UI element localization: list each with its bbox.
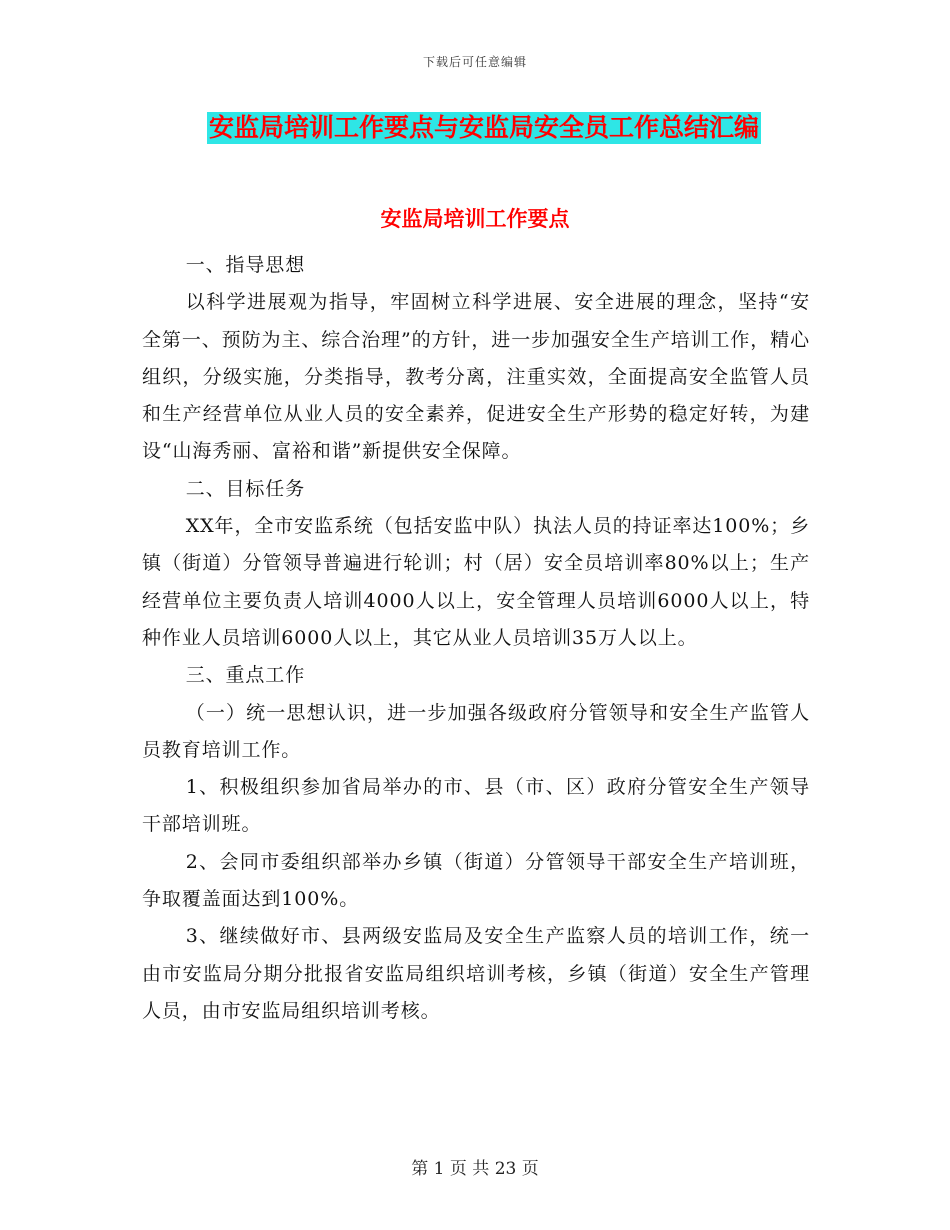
paragraph-item-1: 1、积极组织参加省局举办的市、县（市、区）政府分管安全生产领导干部培训班。 [142,776,810,836]
heading-guiding-ideology: 一、指导思想 [185,254,306,276]
heading-key-work: 三、重点工作 [185,664,306,687]
page-footer: 第 1 页 共 23 页 [411,1159,539,1179]
paragraph-item-3: 3、继续做好市、县两级安监局及安全生产监察人员的培训工作，统一由市安监局分期分批报省安监局组织培训考核，乡镇（街道）安全生产管理人员，由市安监局组织培训考核。 [142,925,810,1022]
document-main-title: 安监局培训工作要点与安监局安全员工作总结汇编 [209,113,760,142]
paragraph-guiding-ideology: 以科学进展观为指导，牢固树立科学进展、安全进展的理念，坚持“安全第一、预防为主、综合治理”的方针，进一步加强安全生产培训工作，精心组织，分级实施，分类指导，教考分离，注重实效，全面提高安全监管人员和生产经营单位从业人员的安全素养，促进安全生产形势的稳定好转，为建设“山海秀丽、富裕和谐”新提供安全保障。 [142,291,810,463]
section-title: 安监局培训工作要点 [380,207,570,231]
heading-targets: 二、目标任务 [185,477,306,500]
document-body [142,247,810,1030]
paragraph-key-work-1: （一）统一思想认识，进一步加强各级政府分管领导和安全生产监管人员教育培训工作。 [142,701,810,761]
page-header-note: 下载后可任意编辑 [422,55,527,69]
paragraph-targets: XX年，全市安监系统（包括安监中队）执法人员的持证率达100%；乡镇（街道）分管领导普遍进行轮训；村（居）安全员培训率80%以上；生产经营单位主要负责人培训4000人以上，安全管理人员培训6000人以上，特种作业人员培训6000人以上，其它从业人员培训35万人以上。 [142,515,810,649]
paragraph-item-2: 2、会同市委组织部举办乡镇（街道）分管领导干部安全生产培训班，争取覆盖面达到100%。 [142,850,810,911]
